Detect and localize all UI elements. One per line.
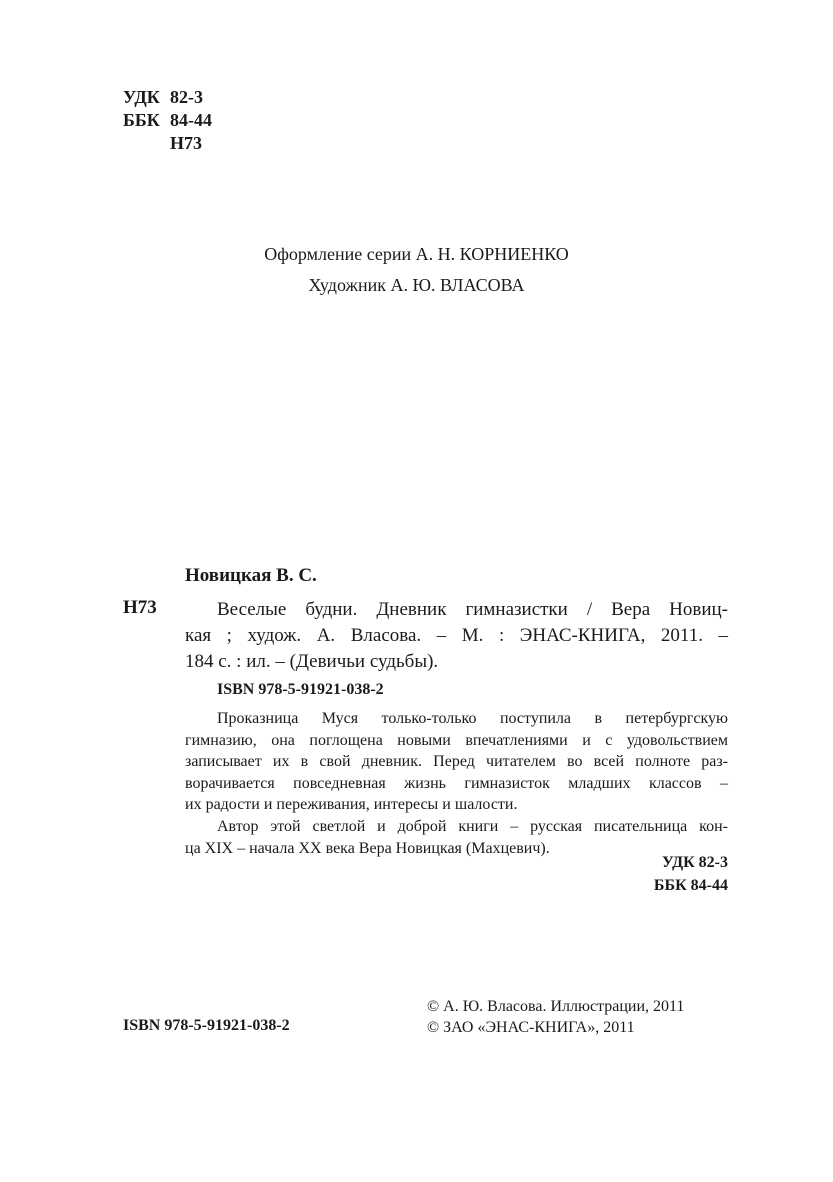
- annotation-line: Проказница Муся только-только поступила в петербургскую: [217, 710, 728, 727]
- series-design-credit: Оформление серии А. Н. КОРНИЕНКО: [264, 244, 569, 264]
- udk-value: 82-3: [170, 87, 203, 107]
- annotation-line: записывает их в свой дневник. Перед читателем во всей полноте раз-: [185, 753, 728, 771]
- catalog-bbk: ББК 84-44: [653, 877, 728, 894]
- annotation-line: Автор этой светлой и доброй книги – русская писательница кон-: [217, 817, 728, 835]
- author-mark: Н73: [170, 133, 203, 153]
- credits: [0, 239, 833, 301]
- annotation-line: гимназию, она поглощена новыми впечатлениями и с удовольствием: [185, 731, 728, 749]
- bbk-value: 84-44: [170, 110, 212, 130]
- bibliographic-description: [185, 597, 728, 675]
- copyright-publisher: © ЗАО «ЭНАС-КНИГА», 2011: [427, 1019, 635, 1036]
- annotation-line: ца XIX – начала XX века Вера Новицкая (Махцевич).: [185, 839, 550, 857]
- author-mark-row: [123, 132, 212, 155]
- bbk-row: [123, 109, 212, 132]
- udk-label: УДК: [123, 87, 160, 107]
- copyright-block: [427, 996, 684, 1038]
- isbn-bottom: ISBN 978-5-91921-038-2: [123, 1017, 290, 1034]
- annotation-line: их радости и переживания, интересы и шалости.: [185, 796, 518, 814]
- catalog-isbn: ISBN 978-5-91921-038-2: [217, 681, 384, 698]
- catalog-codes: [560, 851, 728, 897]
- copyright-illustrations: © А. Ю. Власова. Иллюстрации, 2011: [427, 998, 685, 1015]
- catalog-author-mark: Н73: [123, 597, 157, 618]
- bbk-label: ББК: [123, 110, 160, 130]
- classification-codes: [123, 86, 212, 155]
- artist-credit: Художник А. Ю. ВЛАСОВА: [308, 275, 525, 295]
- bib-line: кая ; худож. А. Власова. – М. : ЭНАС-КНИГА, 2011. –: [185, 625, 728, 646]
- catalog-author: Новицкая В. С.: [185, 565, 317, 586]
- bib-line: 184 с. : ил. – (Девичьи судьбы).: [185, 651, 439, 672]
- udk-row: [123, 86, 212, 109]
- annotation: [185, 708, 728, 859]
- catalog-udk: УДК 82-3: [661, 854, 728, 871]
- annotation-line: ворачивается повседневная жизнь гимназисток младших классов –: [185, 774, 728, 792]
- bib-line: Веселые будни. Дневник гимназистки / Вера Новиц-: [217, 599, 728, 620]
